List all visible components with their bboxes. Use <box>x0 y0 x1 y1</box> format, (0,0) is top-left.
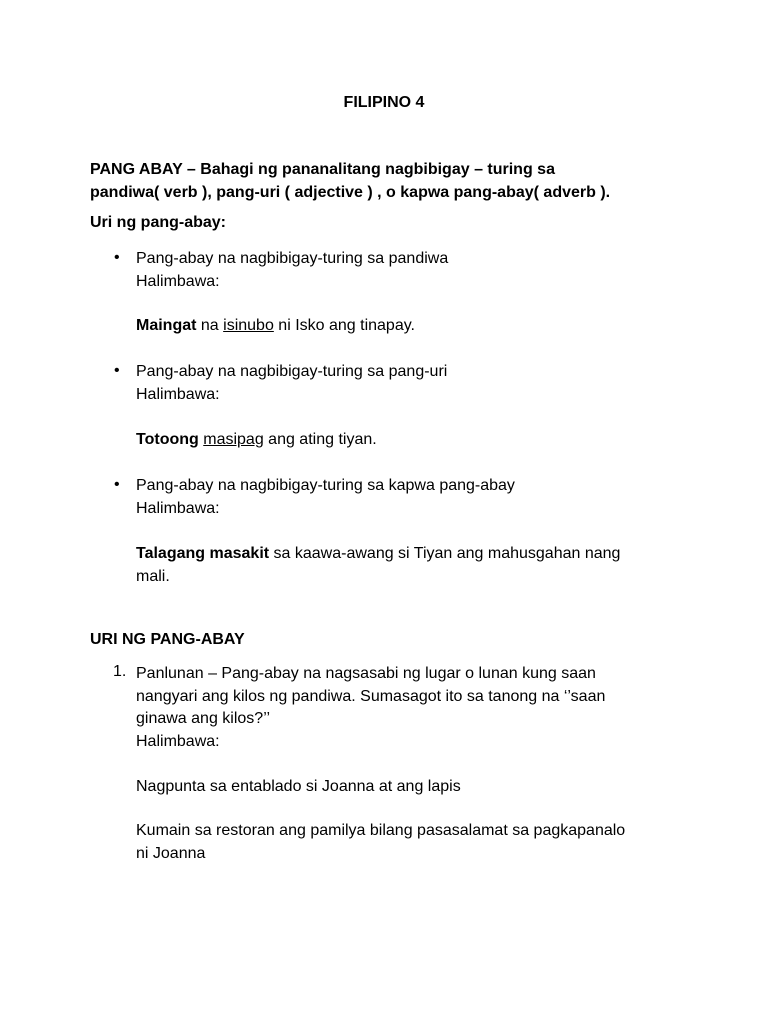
example-rest: ni Isko ang tinapay. <box>273 317 415 334</box>
numbered-example-2-line-1: Kumain sa restoran ang pamilya bilang pasasalamat sa pagkapanalo <box>136 822 626 839</box>
page-title: FILIPINO 4 <box>343 94 425 111</box>
bullet-heading: Pang-abay na nagbibigay-turing sa pandiwa <box>136 250 449 267</box>
example-rest: sa kaawa-awang si Tiyan ang mahusgahan nang <box>269 545 621 562</box>
example-rest: ang ating tiyan. <box>263 431 377 448</box>
bullet-item-2 <box>136 361 696 406</box>
bullet-icon: • <box>114 249 120 266</box>
example-label: Halimbawa: <box>136 385 220 403</box>
numbered-line-1: Panlunan – Pang-abay na nagsasabi ng lugar o lunan kung saan <box>136 665 596 682</box>
intro-line-1: PANG ABAY – Bahagi ng pananalitang nagbibigay – turing sa <box>90 161 555 178</box>
example-rest-line-2: mali. <box>136 567 170 585</box>
example-bold: Totoong <box>136 431 199 448</box>
example-label: Halimbawa: <box>136 272 220 290</box>
bullet-item-3 <box>136 475 696 520</box>
bullet-icon: • <box>114 362 120 379</box>
bullet-heading: Pang-abay na nagbibigay-turing sa kapwa pang-abay <box>136 477 515 494</box>
bullet-heading: Pang-abay na nagbibigay-turing sa pang-uri <box>136 363 448 380</box>
intro-definition <box>90 158 690 204</box>
example-underlined: isinubo <box>223 317 274 334</box>
bullet-item-1 <box>136 248 696 293</box>
example-mid: na <box>196 317 224 334</box>
list-number: 1. <box>113 663 127 680</box>
example-label: Halimbawa: <box>136 732 220 750</box>
numbered-example-2 <box>136 820 696 865</box>
example-underlined: masipag <box>203 431 264 448</box>
example-bold: Talagang masakit <box>136 545 270 562</box>
numbered-item-1 <box>136 663 696 753</box>
example-sentence-1 <box>136 315 696 338</box>
numbered-example-1: Nagpunta sa entablado si Joanna at ang lapis <box>136 778 461 795</box>
example-sentence-3 <box>136 543 696 588</box>
example-bold: Maingat <box>136 317 197 334</box>
bullet-icon: • <box>114 476 120 493</box>
uri-heading: Uri ng pang-abay: <box>90 214 227 231</box>
numbered-line-2: nangyari ang kilos ng pandiwa. Sumasagot ito sa tanong na ‘’saan <box>136 687 606 705</box>
section-heading: URI NG PANG-ABAY <box>90 631 245 648</box>
numbered-line-3: ginawa ang kilos?’’ <box>136 710 271 727</box>
example-sentence-2 <box>136 429 696 452</box>
numbered-example-2-line-2: ni Joanna <box>136 844 206 862</box>
example-label: Halimbawa: <box>136 499 220 517</box>
intro-line-2: pandiwa( verb ), pang-uri ( adjective ) , o kapwa pang-abay( adverb ). <box>90 184 611 201</box>
